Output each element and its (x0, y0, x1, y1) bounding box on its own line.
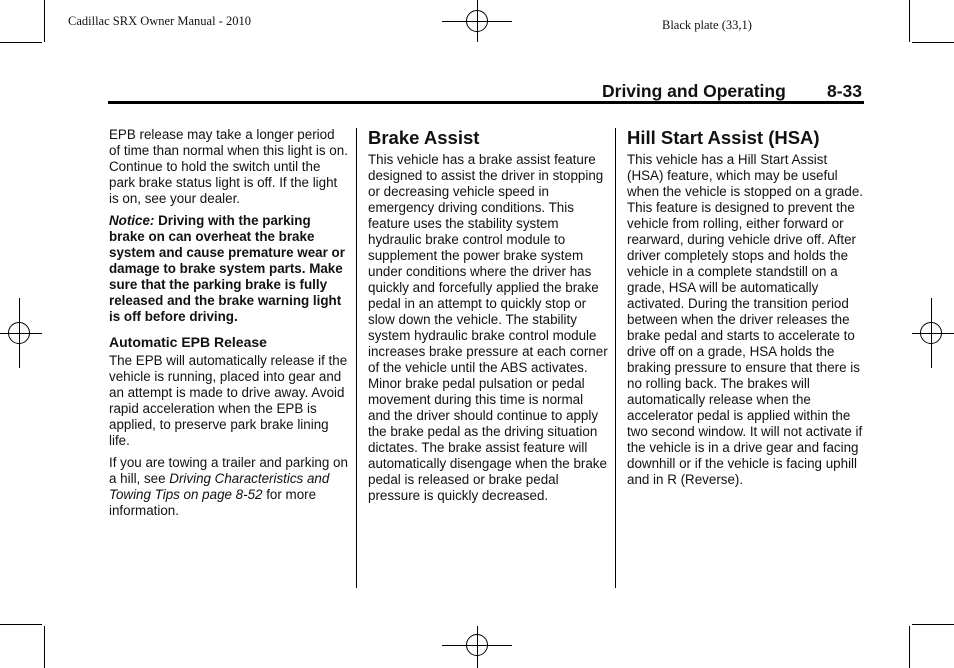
text-span: for more information. (109, 487, 317, 518)
body-paragraph: EPB release may take a longer period of time than normal when this light is on. Continue to hold the switch until the park brake status light is off. If the light is on, see your dealer. (109, 127, 348, 206)
column-left (109, 127, 349, 525)
manual-title: Cadillac SRX Owner Manual - 2010 (68, 14, 251, 28)
section-title: Driving and Operating (602, 81, 786, 101)
cross-reference-link[interactable]: Driving Characteristics and Towing Tips on page 8-52 (109, 471, 330, 502)
notice-text: Driving with the parking brake on can overheat the brake system and cause premature wear or damage to brake system parts. Make sure that the parking brake is fully released and the brake warning light is off before driving. (109, 213, 345, 324)
column-right (627, 127, 867, 494)
body-paragraph: This vehicle has a brake assist feature designed to assist the driver in stopping or decreasing vehicle speed in emergency driving conditions. This feature uses the stability system hydraulic brake control module to supplement the power brake system under conditions where the driver has quickly and forcefully applied the brake pedal in an attempt to quickly stop or slow down the vehicle. The stability system hydraulic brake control module increases brake pressure at each corner of the vehicle until the ABS activates. Minor brake pedal pulsation or pedal movement during this time is normal and the driver should continue to apply the brake pedal as the driving situation dictates. The brake assist feature will automatically disengage when the brake pedal is released or brake pedal pressure is quickly decreased. (368, 152, 608, 503)
column-middle (368, 127, 608, 510)
body-paragraph: The EPB will automatically release if the vehicle is running, placed into gear and an attempt is made to drive away. Avoid rapid acceleration when the EPB is applied, to preserve park brake lining life. (109, 353, 348, 448)
body-paragraph (109, 455, 349, 519)
notice-paragraph (109, 213, 349, 325)
notice-label: Notice: (109, 213, 155, 228)
plate-label: Black plate (33,1) (662, 18, 752, 32)
section-heading: Hill Start Assist (HSA) (627, 127, 820, 148)
subheading: Automatic EPB Release (109, 334, 267, 350)
text-span: If you are towing a trailer and parking on a hill, see (109, 455, 348, 486)
section-heading: Brake Assist (368, 127, 480, 148)
header-rule (108, 101, 864, 104)
page-number: 8-33 (827, 81, 863, 101)
body-paragraph: This vehicle has a Hill Start Assist (HSA) feature, which may be useful when the vehicle is stopped on a grade. This feature is designed to prevent the vehicle from rolling, either forward or rearward, during vehicle drive off. After driver completely stops and holds the vehicle in a complete standstill on a grade, HSA will be automatically activated. During the transition period between when the driver releases the brake pedal and starts to accelerate to drive off on a grade, HSA holds the braking pressure to ensure that there is no rolling back. The brakes will automatically release when the accelerator pedal is applied within the two second window. It will not activate if the vehicle is in a drive gear and facing downhill or if the vehicle is facing uphill and in R (Reverse). (627, 152, 863, 487)
column-divider (356, 128, 357, 588)
column-divider (615, 128, 616, 588)
